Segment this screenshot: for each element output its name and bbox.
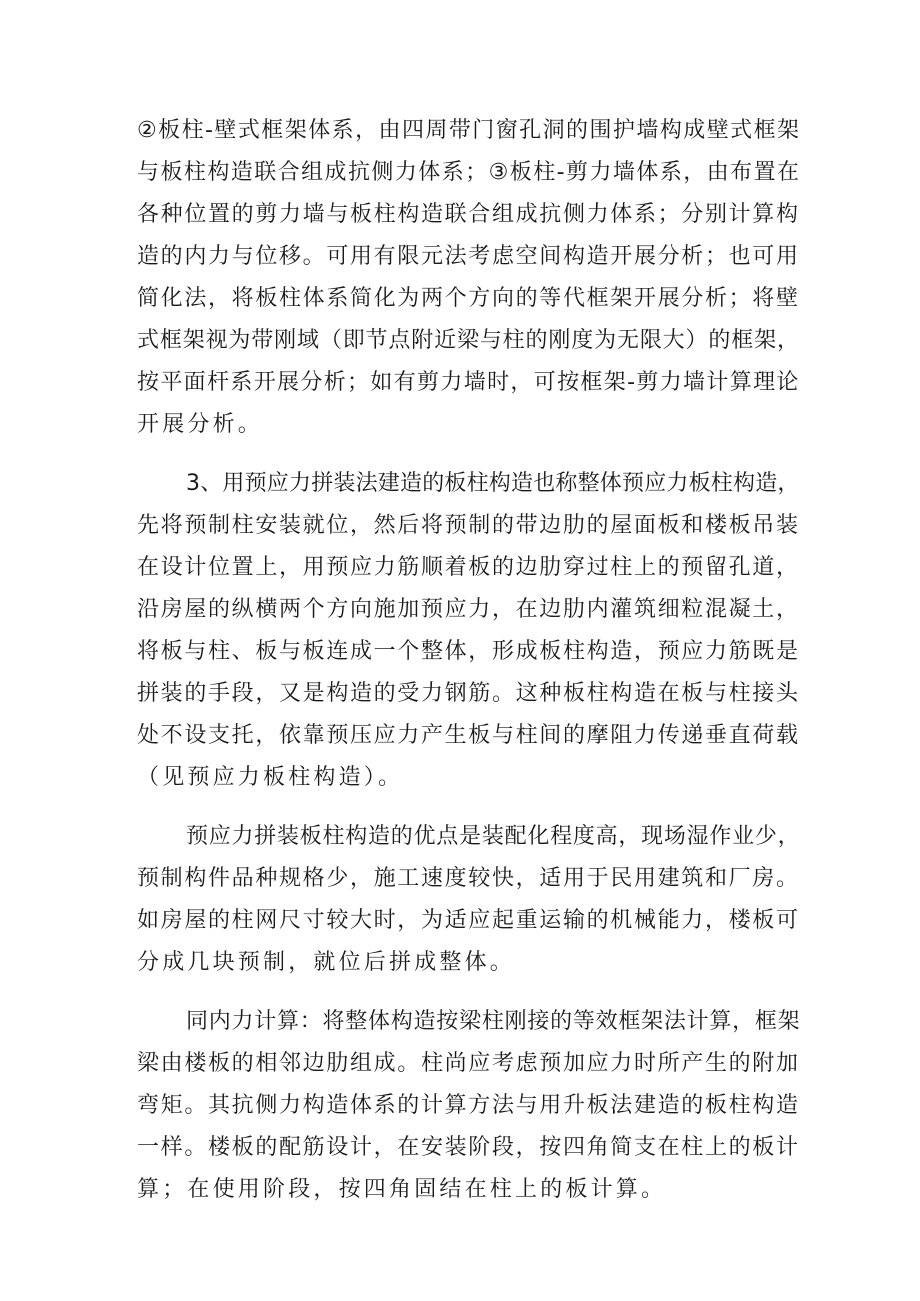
paragraph-4-line-4: 一样。楼板的配筋设计，在安装阶段，按四角简支在柱上的板计: [137, 1135, 800, 1160]
paragraph-3-line-4: 分成几块预制，就位后拼成整体。: [137, 950, 516, 975]
paragraph-2-line-5: 将板与柱、板与板连成一个整体，形成板柱构造，预应力筋既是: [137, 639, 800, 664]
paragraph-1-line-3: 各种位置的剪力墙与板柱构造联合组成抗侧力体系；分别计算构: [137, 202, 800, 227]
paragraph-2-line-4: 沿房屋的纵横两个方向施加预应力，在边肋内灌筑细粒混凝土，: [137, 597, 800, 622]
paragraph-4-line-1: 同内力计算：将整体构造按梁柱刚接的等效框架法计算，框架: [186, 1009, 801, 1034]
paragraph-3-line-2: 预制构件品种规格少，施工速度较快，适用于民用建筑和厂房。: [137, 866, 800, 891]
paragraph-1-line-7: 按平面杆系开展分析；如有剪力墙时，可按框架-剪力墙计算理论: [137, 370, 800, 395]
paragraph-1-line-6: 式框架视为带刚域（即节点附近梁与柱的刚度为无限大）的框架，: [137, 328, 800, 353]
paragraph-4-line-3: 弯矩。其抗侧力构造体系的计算方法与用升板法建造的板柱构造: [137, 1093, 800, 1118]
paragraph-2-line-3: 在设计位置上，用预应力筋顺着板的边肋穿过柱上的预留孔道，: [137, 555, 800, 580]
paragraph-4-line-2: 梁由楼板的相邻边肋组成。柱尚应考虑预加应力时所产生的附加: [137, 1051, 800, 1076]
paragraph-2-line-6: 拼装的手段，又是构造的受力钢筋。这种板柱构造在板与柱接头: [137, 681, 800, 706]
paragraph-2-line-7: 处不设支托，依靠预压应力产生板与柱间的摩阻力传递垂直荷载: [137, 723, 800, 748]
paragraph-1-line-2: 与板柱构造联合组成抗侧力体系；③板柱-剪力墙体系，由布置在: [137, 160, 801, 185]
paragraph-2-line-1: 3、用预应力拼装法建造的板柱构造也称整体预应力板柱构造，: [186, 471, 800, 496]
paragraph-4-line-5: 算；在使用阶段，按四角固结在柱上的板计算。: [137, 1177, 667, 1202]
paragraph-1-line-5: 简化法，将板柱体系简化为两个方向的等代框架开展分析；将壁: [137, 286, 800, 311]
paragraph-1-line-8: 开展分析。: [137, 412, 264, 437]
paragraph-2-line-2: 先将预制柱安装就位，然后将预制的带边肋的屋面板和楼板吊装: [137, 513, 800, 538]
paragraph-1-line-1: ②板柱-壁式框架体系，由四周带门窗孔洞的围护墙构成壁式框架: [137, 118, 801, 143]
paragraph-1-line-4: 造的内力与位移。可用有限元法考虑空间构造开展分析；也可用: [137, 244, 800, 269]
paragraph-2-line-8: （见预应力板柱构造）。: [137, 765, 404, 790]
paragraph-3-line-1: 预应力拼装板柱构造的优点是装配化程度高，现场湿作业少，: [186, 824, 801, 849]
paragraph-3-line-3: 如房屋的柱网尺寸较大时，为适应起重运输的机械能力，楼板可: [137, 908, 800, 933]
